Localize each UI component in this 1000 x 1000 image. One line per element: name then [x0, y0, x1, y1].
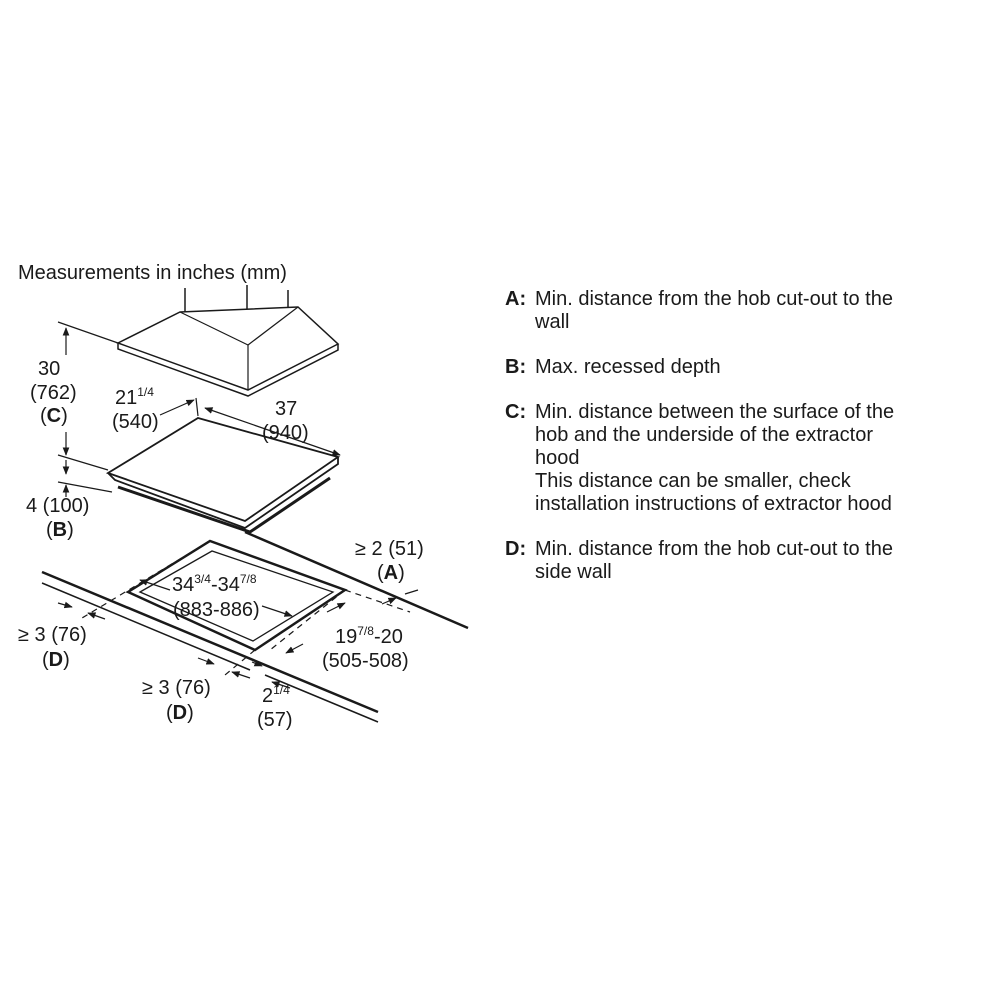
dimension-d-left-line — [58, 603, 105, 619]
countertop — [42, 532, 468, 722]
hob-depth-mm: (540) — [112, 411, 159, 433]
legend — [505, 288, 975, 606]
legend-line: Min. distance from the hob cut-out to the — [535, 288, 893, 310]
legend-line: Max. recessed depth — [535, 356, 721, 378]
hob-depth-dimension — [160, 398, 198, 416]
legend-item — [505, 401, 975, 516]
front-edge-mm: (57) — [257, 709, 293, 731]
legend-line: hob and the underside of the extractor — [535, 424, 874, 446]
dimension-c-inches: 30 — [38, 358, 61, 380]
dimension-d-front-letter: D — [172, 702, 188, 724]
dimension-b-line — [58, 460, 112, 497]
hob-width-inches: 37 — [275, 398, 298, 420]
legend-key: A: — [505, 288, 527, 310]
cutout-depth-inches: $19^{7/8}-20$ — [335, 624, 403, 648]
legend-line: installation instructions of extractor hood — [535, 493, 892, 515]
legend-item — [505, 356, 975, 379]
dimension-a-letter: A — [383, 562, 399, 584]
front-edge-inches: $2^{1/4}$ — [262, 683, 290, 707]
dimension-c-letter-group: (C) — [40, 405, 68, 427]
dimension-b-value: 4 (100) — [26, 495, 90, 517]
legend-description — [535, 356, 975, 379]
dimension-b-letter: B — [52, 519, 68, 541]
cutout-width-inches: $34^{3/4}-34^{7/8}$ — [172, 572, 257, 596]
legend-key: D: — [505, 538, 527, 560]
legend-item — [505, 538, 975, 584]
diagram-title: Measurements in inches (mm) — [18, 262, 287, 284]
legend-line: side wall — [535, 561, 612, 583]
dimension-a-value: ≥ 2 (51) — [355, 538, 424, 560]
dimension-d-left-letter-group: (D) — [42, 649, 70, 671]
dimension-a-letter-group: (A) — [377, 562, 405, 584]
legend-line: Min. distance between the surface of the — [535, 401, 895, 423]
dimension-c-letter: C — [46, 405, 62, 427]
legend-description — [535, 288, 975, 334]
legend-line: hood — [535, 447, 580, 469]
hob-depth-inches: $21^{1/4}$ — [115, 385, 154, 409]
cutout-width-mm: (883-886) — [173, 599, 260, 621]
dimension-d-front-letter-group: (D) — [166, 702, 194, 724]
extractor-hood — [118, 285, 338, 396]
hob-width-mm: (940) — [262, 422, 309, 444]
legend-description — [535, 401, 975, 516]
dimension-d-left-letter: D — [48, 649, 64, 671]
dimension-b-letter-group: (B) — [46, 519, 74, 541]
legend-key: C: — [505, 401, 527, 423]
cutout-depth-mm: (505-508) — [322, 650, 409, 672]
legend-line: Min. distance from the hob cut-out to the — [535, 538, 893, 560]
legend-key: B: — [505, 356, 527, 378]
dimension-d-front-value: ≥ 3 (76) — [142, 677, 211, 699]
legend-line: wall — [535, 311, 570, 333]
legend-item — [505, 288, 975, 334]
legend-description — [535, 538, 975, 584]
dimension-c-mm: (762) — [30, 382, 77, 404]
dimension-d-left-value: ≥ 3 (76) — [18, 624, 87, 646]
legend-line: This distance can be smaller, check — [535, 470, 851, 492]
